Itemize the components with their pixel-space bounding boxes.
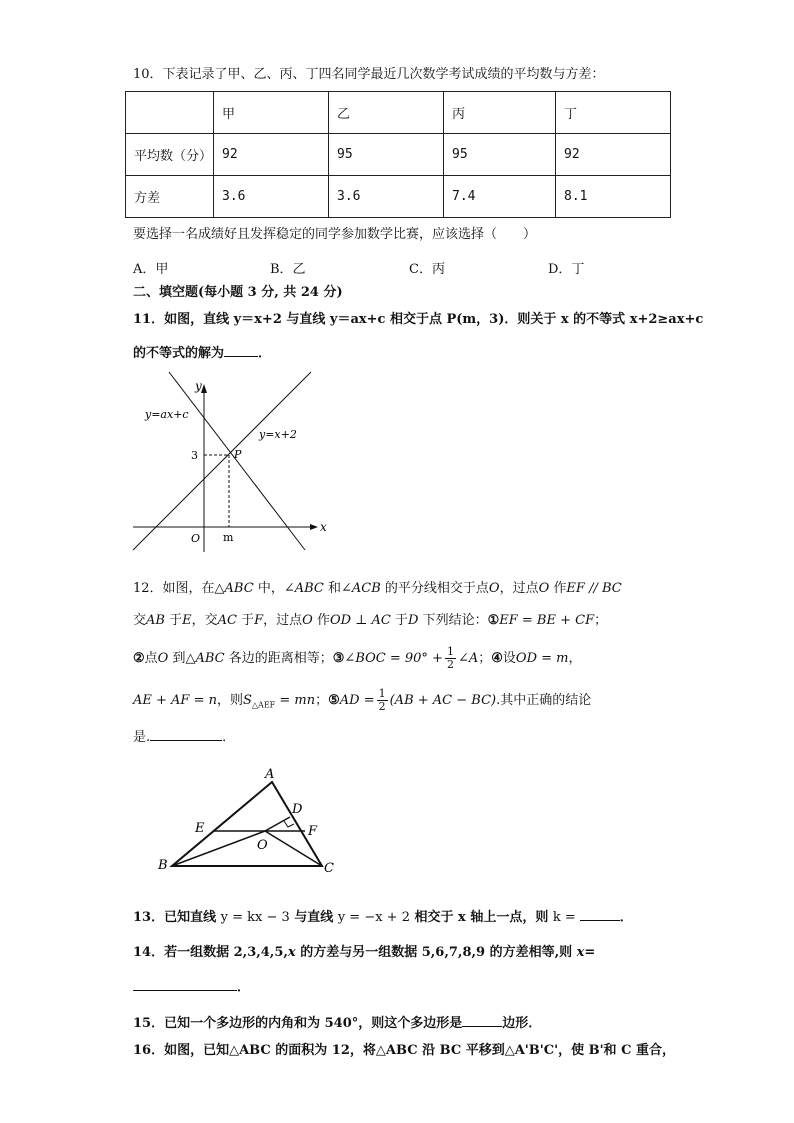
- fraction: [377, 688, 388, 713]
- math: ∠ABC: [283, 581, 324, 596]
- text: 的平分线相交于点: [380, 581, 489, 596]
- text: 设: [502, 651, 516, 666]
- fraction: [445, 646, 456, 671]
- text: ，交: [191, 613, 218, 628]
- table-row: [126, 176, 671, 218]
- text: ；: [315, 693, 329, 708]
- math: = mn: [275, 693, 316, 708]
- math: O: [488, 581, 500, 596]
- label-tick-3: 3: [191, 449, 198, 462]
- math: AC: [217, 613, 237, 628]
- text: 下列结论：: [418, 613, 488, 628]
- math: O: [302, 613, 313, 628]
- table-cell: 乙: [329, 92, 444, 134]
- score-table: [125, 91, 671, 218]
- circled-number: ③: [332, 651, 345, 666]
- text: 各边的距离相等；: [224, 651, 333, 666]
- answer-blank[interactable]: [150, 726, 222, 741]
- label-x-axis: x: [320, 520, 327, 534]
- q15: [133, 1012, 541, 1033]
- math: (AB + AC − BC): [389, 693, 497, 708]
- table-cell: 92: [214, 134, 329, 176]
- label-a: A: [265, 767, 275, 782]
- math: AE + AF = n: [133, 693, 217, 708]
- table-cell: 平均数（分）: [126, 134, 214, 176]
- math: EF = BE + CF: [499, 613, 595, 628]
- math: △ABC: [214, 581, 254, 596]
- math: △ABC: [185, 651, 225, 666]
- text: 作: [549, 581, 567, 596]
- label-d: D: [292, 802, 303, 817]
- q12-line4: [133, 688, 591, 715]
- math: OD ⊥ AC: [329, 613, 391, 628]
- text: ．: [222, 730, 236, 745]
- math: AB: [146, 613, 165, 628]
- text: 于: [236, 613, 255, 628]
- answer-blank[interactable]: [133, 976, 237, 991]
- math: k =: [552, 910, 576, 925]
- text: 14．若一组数据 2,3,4,5,: [133, 945, 288, 960]
- q14-line1: [133, 944, 595, 962]
- text: 于: [164, 613, 183, 628]
- math: ∠A: [457, 651, 479, 666]
- q11-line1: 11．如图，直线 y＝x+2 与直线 y＝ax+c 相交于点 P(m，3)．则关于 x 的不等式 x+2≥ax+c: [133, 312, 704, 327]
- math: D: [408, 613, 419, 628]
- q10-stem: 10．下表记录了甲、乙、丙、丁四名同学最近几次数学考试成绩的平均数与方差：: [133, 67, 605, 82]
- table-row: [126, 134, 671, 176]
- circled-number: ①: [487, 613, 500, 628]
- math: ∠ACB: [341, 581, 381, 596]
- math: OD = m: [515, 651, 569, 666]
- text: 交: [133, 613, 147, 628]
- subscript: △AEF: [251, 700, 276, 710]
- math: O: [538, 581, 550, 596]
- table-cell: 方差: [126, 176, 214, 218]
- answer-blank[interactable]: [224, 342, 258, 357]
- text: 中，: [253, 581, 284, 596]
- table-cell: 丙: [444, 92, 556, 134]
- math: y = kx − 3: [220, 910, 290, 925]
- text: ，则: [216, 693, 243, 708]
- table-cell: 甲: [214, 92, 329, 134]
- table-header-row: [126, 92, 671, 134]
- text: 是.: [133, 730, 151, 745]
- math: x: [576, 945, 585, 960]
- section-title: 二、填空题(每小题 3 分, 共 24 分): [133, 285, 343, 300]
- table-cell: 8.1: [556, 176, 671, 218]
- q14-line2: [133, 976, 250, 997]
- text: ．: [619, 910, 633, 925]
- q12-triangle-figure: [150, 764, 350, 874]
- table-cell: [126, 92, 214, 134]
- option-c[interactable]: C．丙: [409, 262, 445, 277]
- option-a[interactable]: A．甲: [133, 262, 169, 277]
- option-b[interactable]: B．乙: [270, 262, 306, 277]
- table-cell: 7.4: [444, 176, 556, 218]
- text: =: [584, 945, 596, 960]
- q16: 16．如图，已知△ABC 的面积为 12，将△ABC 沿 BC 平移到△A'B'C'，使 B'和 C 重合，: [133, 1043, 675, 1058]
- text: 12．如图，在: [133, 581, 215, 596]
- text: 到: [168, 651, 186, 666]
- option-d[interactable]: D．丁: [548, 262, 585, 277]
- text: .其中正确的结论: [496, 693, 592, 708]
- label-f: F: [308, 824, 318, 839]
- q12-line1: [133, 580, 622, 598]
- math: S: [243, 693, 252, 708]
- math: EF // BC: [566, 581, 622, 596]
- right-angle-mark: [284, 821, 294, 827]
- label-b: B: [158, 858, 168, 873]
- q12-line5: [133, 726, 235, 747]
- label-line-x-plus-2: y=x+2: [259, 428, 297, 441]
- circled-number: ②: [133, 651, 145, 666]
- math: y = −x + 2: [337, 910, 410, 925]
- q12-line2: [133, 612, 607, 630]
- q11-line2: [133, 342, 271, 363]
- label-line-ax-c: y=ax+c: [145, 408, 189, 421]
- text: ，过点: [499, 581, 539, 596]
- text: 相交于 x 轴上一点，则: [409, 910, 553, 925]
- math: F: [254, 613, 264, 628]
- text: ．: [237, 980, 251, 995]
- label-point-p: P: [234, 448, 242, 461]
- table-cell: 丁: [556, 92, 671, 134]
- q12-line3: [133, 646, 582, 671]
- text: 于: [390, 613, 409, 628]
- table-cell: 92: [556, 134, 671, 176]
- text: ；: [478, 651, 492, 666]
- q11-line2-prefix: 的不等式的解为: [133, 346, 225, 361]
- fraction-numerator: 1: [446, 645, 454, 658]
- math: x: [287, 945, 296, 960]
- circled-number: ⑤: [328, 693, 340, 708]
- math: O: [157, 651, 169, 666]
- text: 边形．: [502, 1016, 542, 1031]
- label-o: O: [257, 838, 268, 853]
- fraction-denominator: 2: [378, 700, 386, 713]
- table-cell: 3.6: [214, 176, 329, 218]
- text: 与直线: [289, 910, 338, 925]
- y-axis-arrow: [201, 384, 207, 393]
- text: 和: [323, 581, 341, 596]
- text: ，过点: [263, 613, 303, 628]
- text: 15．已知一个多边形的内角和为 540°，则这个多边形是: [133, 1016, 463, 1031]
- math: E: [182, 613, 192, 628]
- q11-graph: [125, 368, 335, 554]
- label-e: E: [195, 821, 205, 836]
- q11-line2-suffix: ．: [258, 346, 272, 361]
- math: AD =: [339, 693, 375, 708]
- table-cell: 95: [444, 134, 556, 176]
- answer-blank[interactable]: [462, 1012, 502, 1027]
- x-axis-arrow: [310, 524, 318, 530]
- q10-question: 要选择一名成绩好且发挥稳定的同学参加数学比赛，应该选择（ ）: [133, 227, 537, 242]
- q13: [133, 906, 633, 927]
- label-c: C: [324, 861, 334, 874]
- text: ；: [594, 613, 608, 628]
- text: ，: [568, 651, 582, 666]
- table-cell: 95: [329, 134, 444, 176]
- label-m: m: [223, 531, 234, 544]
- circled-number: ④: [491, 651, 503, 666]
- label-y-axis: y: [195, 379, 202, 393]
- text: 作: [312, 613, 330, 628]
- math: ∠BOC = 90° +: [344, 651, 443, 666]
- segment-bo: [172, 831, 265, 866]
- fraction-denominator: 2: [446, 658, 454, 671]
- answer-blank[interactable]: [580, 906, 620, 921]
- label-origin: O: [191, 532, 201, 545]
- text: 13．已知直线: [133, 910, 221, 925]
- fraction-numerator: 1: [378, 687, 386, 700]
- text: 的方差与另一组数据 5,6,7,8,9 的方差相等,则: [295, 945, 577, 960]
- table-cell: 3.6: [329, 176, 444, 218]
- text: 点: [144, 651, 158, 666]
